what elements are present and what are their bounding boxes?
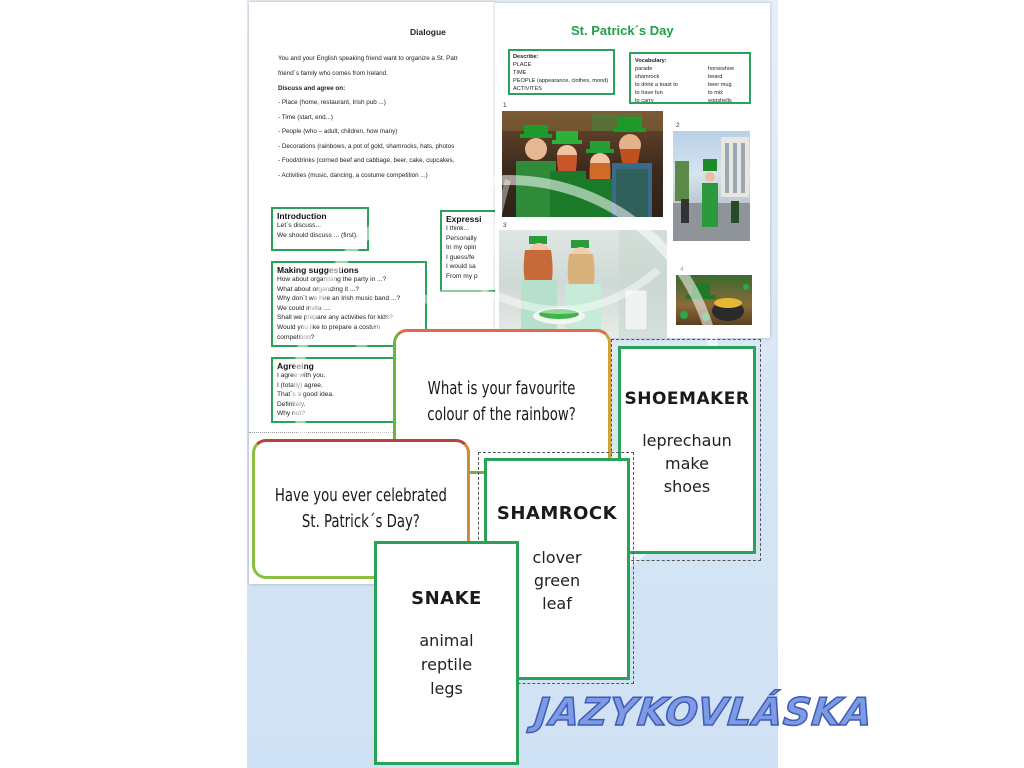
describe-box	[508, 49, 615, 95]
describe-item: ACTIVITES	[513, 86, 542, 92]
taboo-word: animal	[419, 631, 474, 650]
phrase: Shall we prepare any activities for kids?	[277, 314, 393, 322]
intro-line: friend´s family who comes from Ireland.	[278, 70, 388, 77]
describe-item: TIME	[513, 70, 527, 76]
word-card-snake[interactable]	[374, 541, 519, 765]
photo-number: 2	[676, 122, 680, 129]
discuss-heading: Discuss and agree on:	[278, 85, 346, 92]
st-patricks-title: St. Patrick´s Day	[571, 23, 674, 38]
phrase: I (totally) agree.	[277, 381, 323, 389]
vocabulary-box	[629, 52, 751, 104]
taboo-word: clover	[532, 548, 582, 567]
phrase: What about organizing it ...?	[277, 285, 360, 293]
phrase: We should discuss ... (first).	[277, 231, 358, 239]
phrase: In my opin	[446, 244, 477, 252]
discuss-item: - Time (start, end...)	[278, 114, 333, 121]
photo-number: 3	[503, 222, 507, 229]
question-text: What is your favourite	[428, 377, 576, 399]
describe-item: PEOPLE (appearance, clothes, mood)	[513, 78, 609, 84]
discuss-item: - People (who – adult, children, how many)	[278, 128, 398, 135]
expressing-opinion-box	[440, 210, 500, 292]
taboo-word: legs	[430, 679, 463, 698]
taboo-word: make	[665, 454, 709, 473]
vocabulary-heading: Vocabulary:	[635, 58, 667, 64]
intro-line: You and your English speaking friend want to organize a St. Patr	[278, 55, 458, 62]
expressing-heading: Expressi	[446, 214, 482, 224]
phrase: From my p	[446, 272, 478, 280]
photo-kids-baking	[499, 230, 667, 338]
word-card-title: SNAKE	[411, 588, 482, 609]
vocab-word: shamrock	[635, 74, 660, 80]
photo-number: 1	[503, 102, 507, 109]
taboo-word: leprechaun	[642, 431, 732, 450]
photo-number: 4	[680, 266, 684, 273]
vocab-word: eggshells	[708, 98, 732, 104]
word-card-title: SHAMROCK	[496, 503, 618, 524]
question-text: Have you ever celebrated	[274, 485, 448, 506]
phrase: I think...	[446, 225, 470, 232]
introduction-heading: Introduction	[277, 211, 327, 221]
phrase: I guess/fe	[446, 253, 475, 261]
vocab-word: to have fun	[635, 90, 663, 96]
describe-heading: Describe:	[513, 54, 539, 60]
phrase: How about organising the party in ...?	[277, 276, 387, 283]
suggestions-heading: Making suggestions	[277, 265, 359, 275]
brand-logo: JAZYKOVLÁSKA	[532, 690, 876, 734]
vocabulary-col2	[708, 65, 734, 104]
word-card-shoemaker[interactable]	[618, 346, 756, 554]
phrase: competition?	[277, 333, 315, 341]
vocab-word: beer mug	[708, 82, 732, 88]
taboo-word: reptile	[420, 655, 473, 674]
vocabulary-col1	[635, 65, 678, 104]
photo-pot-of-gold	[676, 275, 752, 325]
describe-item: PLACE	[513, 62, 532, 68]
vocab-word: to mix	[708, 90, 723, 96]
discuss-item: - Decorations (rainbows, a pot of gold, shamrocks, hats, photos	[278, 143, 455, 150]
vocab-word: parade	[635, 66, 653, 72]
phrase: We could invite ....	[277, 304, 331, 312]
vocab-word: to carry	[635, 98, 654, 104]
phrase: Why don´t we hire an Irish music band ...?	[277, 295, 401, 303]
phrase: Let´s discuss...	[277, 222, 321, 229]
dialogue-title: Dialogue	[410, 27, 446, 37]
phrase: I would sa	[446, 263, 476, 271]
phrase: Why not?	[277, 410, 305, 418]
phrase: Personally	[446, 234, 477, 242]
photo-parade	[673, 131, 750, 241]
discuss-item: - Place (home, restaurant, Irish pub ...)	[278, 99, 386, 106]
phrase: That´s a good idea.	[277, 391, 334, 399]
vocab-word: horseshoe	[708, 66, 735, 72]
discuss-item: - Activities (music, dancing, a costume competition ...)	[278, 172, 428, 179]
taboo-word: shoes	[663, 477, 711, 496]
introduction-box	[271, 207, 369, 251]
question-text: St. Patrick´s Day?	[302, 511, 420, 532]
phrase: Would you like to prepare a costum	[277, 323, 381, 331]
question-text: colour of the rainbow?	[427, 403, 577, 425]
vocab-word: to drink a toast to	[635, 82, 678, 88]
discuss-item: - Food/drinks (corned beef and cabbage, beer, cake, cupcakes,	[278, 157, 455, 164]
agreeing-box	[271, 357, 401, 423]
phrase: I agree with you.	[277, 372, 326, 379]
word-card-title: SHOEMAKER	[624, 389, 750, 409]
taboo-word: leaf	[542, 594, 572, 613]
taboo-word: green	[533, 571, 581, 590]
agreeing-heading: Agreeing	[277, 361, 314, 371]
st-patricks-worksheet	[495, 3, 770, 338]
photo-party-group	[502, 111, 663, 217]
phrase: Definitely.	[277, 400, 306, 408]
vocab-word: beard	[708, 74, 723, 80]
